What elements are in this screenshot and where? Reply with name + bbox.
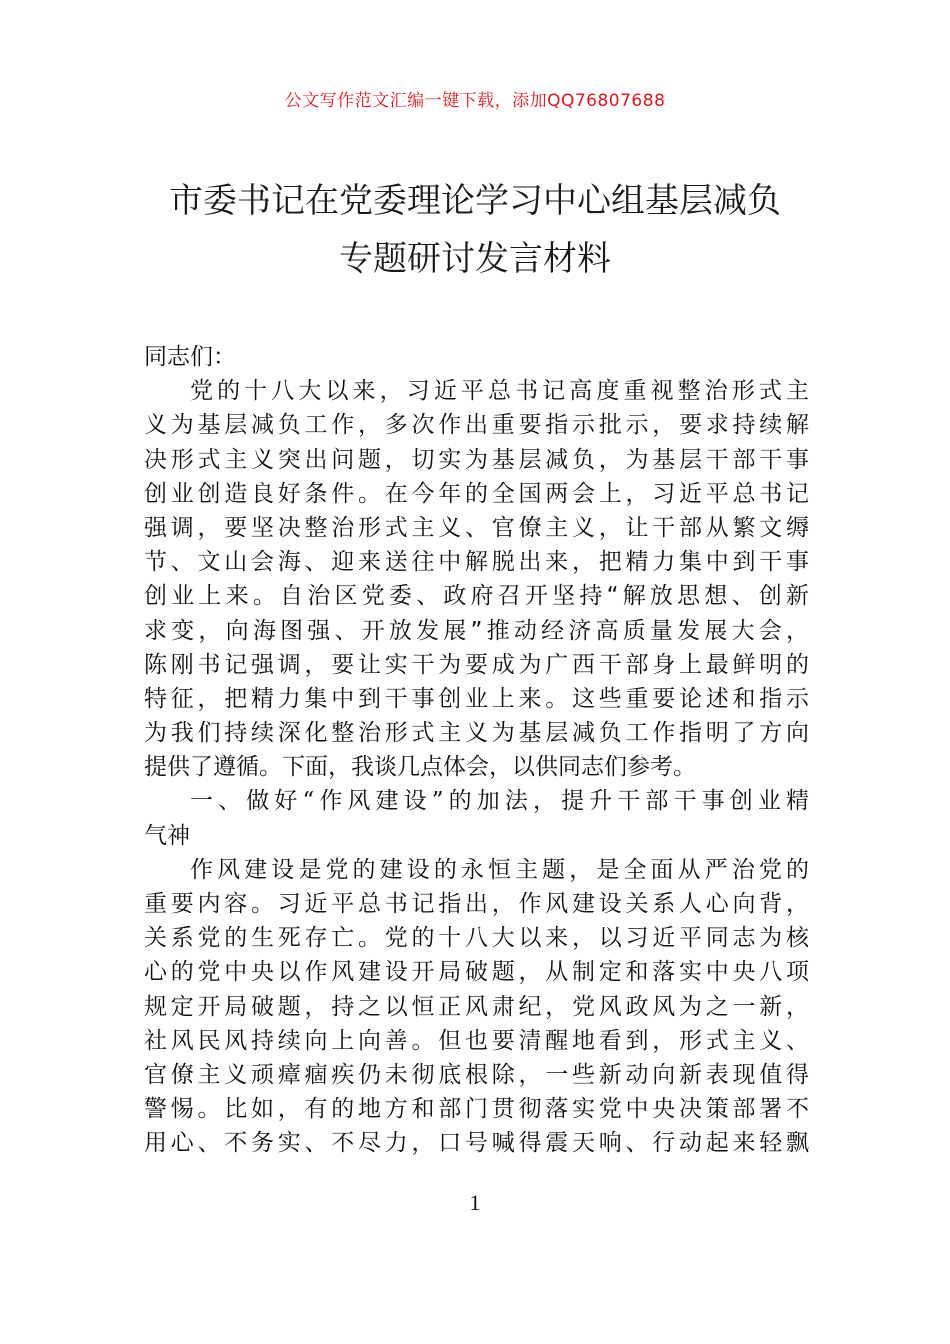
paragraph-line: 警惕。比如，有的地方和部门贯彻落实党中央决策部署不 bbox=[144, 1096, 809, 1123]
paragraph-line: 节、文山会海、迎来送往中解脱出来，把精力集中到干事 bbox=[144, 549, 809, 576]
section-heading-1: 一、做好“作风建设”的加法，提升干部干事创业精 bbox=[190, 788, 809, 815]
paragraph-line: 义为基层减负工作，多次作出重要指示批示，要求持续解 bbox=[144, 412, 809, 439]
paragraph-line: 陈刚书记强调，要让实干为要成为广西干部身上最鲜明的 bbox=[144, 651, 809, 678]
salutation: 同志们： bbox=[144, 344, 236, 370]
paragraph-line: 用心、不务实、不尽力，口号喊得震天响、行动起来轻飘 bbox=[144, 1130, 809, 1157]
paragraph-line: 规定开局破题，持之以恒正风肃纪，党风政风为之一新， bbox=[144, 993, 809, 1020]
paragraph-line: 提供了遵循。下面，我谈几点体会，以供同志们参考。 bbox=[144, 754, 696, 781]
paragraph-line: 为我们持续深化整治形式主义为基层减负工作指明了方向 bbox=[144, 720, 809, 747]
title-line-2: 专题研讨发言材料 bbox=[339, 239, 611, 279]
paragraph-line: 创业上来。自治区党委、政府召开坚持“解放思想、创新 bbox=[144, 583, 809, 610]
paragraph-line: 关系党的生死存亡。党的十八大以来，以习近平同志为核 bbox=[144, 925, 809, 952]
paragraph-line: 求变，向海图强、开放发展”推动经济高质量发展大会， bbox=[144, 617, 809, 644]
paragraph-line: 重要内容。习近平总书记指出，作风建设关系人心向背， bbox=[144, 891, 809, 917]
paragraph-line: 创业创造良好条件。在今年的全国两会上，习近平总书记 bbox=[144, 480, 809, 507]
paragraph-line: 决形式主义突出问题，切实为基层减负，为基层干部干事 bbox=[144, 446, 809, 473]
paragraph-line: 强调，要坚决整治形式主义、官僚主义，让干部从繁文缛 bbox=[144, 514, 809, 541]
document-title bbox=[110, 172, 840, 288]
paragraph-line: 特征，把精力集中到干事创业上来。这些重要论述和指示 bbox=[144, 685, 809, 712]
paragraph-line: 官僚主义顽瘴痼疾仍未彻底根除，一些新动向新表现值得 bbox=[144, 1061, 809, 1088]
header-ad-text: 公文写作范文汇编一键下载，添加QQ76807688 bbox=[284, 91, 666, 111]
paragraph-line: 作风建设是党的建设的永恒主题，是全面从严治党的 bbox=[190, 856, 809, 883]
page-number: 1 bbox=[469, 1190, 481, 1215]
title-line-1: 市委书记在党委理论学习中心组基层减负 bbox=[169, 181, 781, 221]
paragraph-line: 心的党中央以作风建设开局破题，从制定和落实中央八项 bbox=[144, 959, 809, 986]
document-body bbox=[144, 340, 809, 1161]
section-heading-1-cont: 气神 bbox=[144, 822, 190, 849]
paragraph-line: 社风民风持续向上向善。但也要清醒地看到，形式主义、 bbox=[144, 1027, 809, 1054]
paragraph-line: 党的十八大以来，习近平总书记高度重视整治形式主 bbox=[190, 378, 809, 405]
